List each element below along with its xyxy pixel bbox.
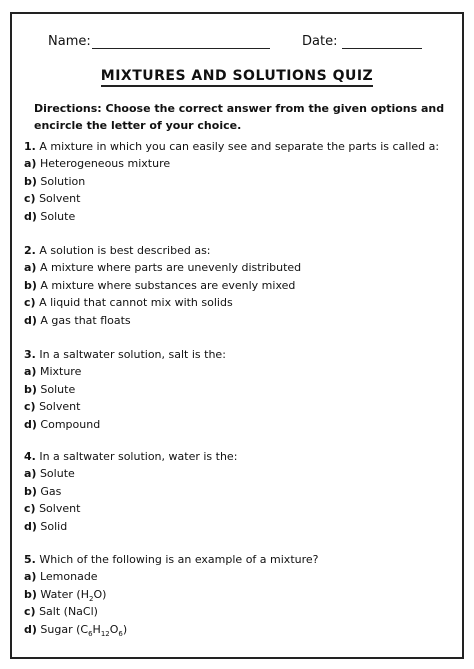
- worksheet-page: [10, 12, 464, 659]
- question-text: Which of the following is an example of a mixture?: [39, 553, 319, 566]
- option-c[interactable]: [24, 398, 460, 416]
- option-letter: a): [24, 365, 37, 378]
- question-3: [24, 346, 460, 433]
- option-c[interactable]: [24, 603, 460, 621]
- name-label: Name:: [48, 34, 91, 49]
- option-b[interactable]: [24, 586, 460, 604]
- option-letter: b): [24, 484, 37, 498]
- option-letter: d): [24, 209, 37, 223]
- option-text: Salt (NaCl): [39, 605, 98, 618]
- question-text: In a saltwater solution, salt is the:: [39, 348, 226, 361]
- option-text: Mixture: [39, 365, 82, 378]
- option-b[interactable]: [24, 277, 460, 295]
- option-letter: c): [24, 192, 36, 205]
- option-text: A gas that floats: [40, 313, 131, 327]
- option-letter: b): [24, 174, 37, 188]
- option-text: Solvent: [39, 400, 81, 413]
- question-number: 5.: [24, 553, 36, 566]
- question-number: 3.: [24, 348, 36, 361]
- question-2: [24, 242, 460, 329]
- directions: Directions: Choose the correct answer from the given options and encircle the letter of your choice.: [34, 102, 445, 132]
- option-letter: d): [24, 417, 37, 431]
- question-text: In a saltwater solution, water is the:: [39, 450, 238, 463]
- option-letter: a): [24, 157, 37, 170]
- option-letter: d): [24, 313, 37, 327]
- option-a[interactable]: [24, 155, 460, 173]
- option-text: Heterogeneous mixture: [39, 157, 171, 170]
- option-text: Solid: [40, 519, 68, 533]
- question-1: [24, 138, 460, 225]
- option-d[interactable]: [24, 416, 460, 434]
- option-letter: b): [24, 382, 37, 396]
- option-d[interactable]: [24, 312, 460, 330]
- date-blank-line[interactable]: [342, 48, 422, 49]
- question-text: A solution is best described as:: [39, 244, 211, 257]
- question-text: A mixture in which you can easily see and separate the parts is called a:: [39, 140, 440, 153]
- name-blank-line[interactable]: [92, 48, 270, 49]
- option-letter: c): [24, 605, 36, 618]
- option-text: Water $(H_2O)$: [40, 587, 107, 603]
- option-c[interactable]: [24, 190, 460, 208]
- option-a[interactable]: [24, 259, 460, 277]
- option-text: Solution: [40, 174, 86, 188]
- option-b[interactable]: [24, 173, 460, 191]
- option-a[interactable]: [24, 568, 460, 586]
- option-text: Gas: [40, 484, 62, 498]
- option-text: A mixture where parts are unevenly distributed: [39, 261, 302, 274]
- option-text: Solvent: [39, 502, 81, 515]
- option-letter: b): [24, 587, 37, 601]
- option-a[interactable]: [24, 465, 460, 483]
- option-d[interactable]: [24, 621, 460, 639]
- option-letter: b): [24, 278, 37, 292]
- option-letter: c): [24, 502, 36, 515]
- option-letter: c): [24, 296, 36, 309]
- option-a[interactable]: [24, 363, 460, 381]
- option-text: Solute: [40, 382, 76, 396]
- option-text: Sugar $(C_6H_{12}O_6)$: [40, 622, 128, 638]
- option-text: Compound: [40, 417, 101, 431]
- question-number: 1.: [24, 140, 36, 153]
- option-b[interactable]: [24, 381, 460, 399]
- option-c[interactable]: [24, 500, 460, 518]
- option-text: A mixture where substances are evenly mixed: [40, 278, 296, 292]
- question-number: 4.: [24, 450, 36, 463]
- option-d[interactable]: [24, 518, 460, 536]
- option-c[interactable]: [24, 294, 460, 312]
- option-letter: a): [24, 467, 37, 480]
- option-b[interactable]: [24, 483, 460, 501]
- option-text: Lemonade: [39, 570, 98, 583]
- option-letter: d): [24, 622, 37, 636]
- option-text: Solute: [39, 467, 75, 480]
- option-text: A liquid that cannot mix with solids: [39, 296, 233, 309]
- option-letter: a): [24, 261, 37, 274]
- option-letter: d): [24, 519, 37, 533]
- option-letter: c): [24, 400, 36, 413]
- option-text: Solvent: [39, 192, 81, 205]
- option-text: Solute: [40, 209, 76, 223]
- question-4: [24, 448, 460, 535]
- option-d[interactable]: [24, 208, 460, 226]
- page-title: [12, 68, 462, 84]
- question-number: 2.: [24, 244, 36, 257]
- option-letter: a): [24, 570, 37, 583]
- date-label: Date:: [302, 34, 338, 49]
- title-text: MIXTURES AND SOLUTIONS QUIZ: [101, 68, 373, 87]
- question-5: [24, 551, 460, 638]
